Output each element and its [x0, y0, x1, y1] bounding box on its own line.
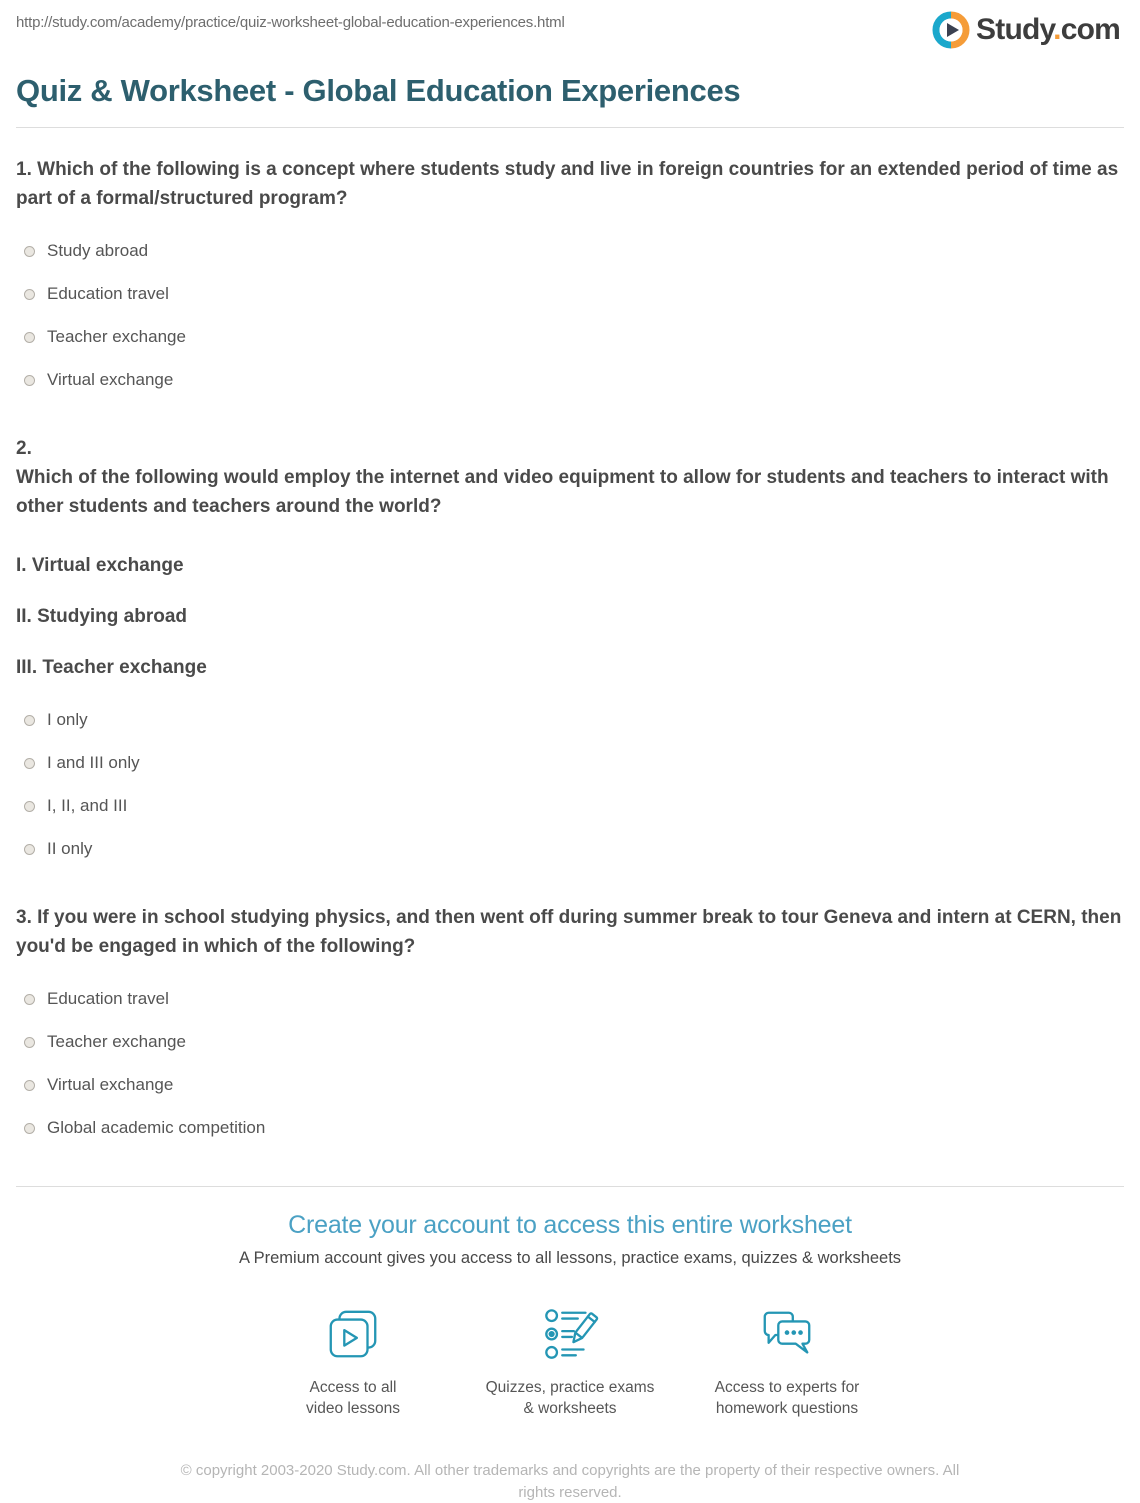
copyright-notice: © copyright 2003-2020 Study.com. All other trademarks and copyrights are the property of their respective owners. All rights reserved.	[180, 1461, 960, 1501]
option-label: I, II, and III	[47, 796, 128, 816]
radio-button[interactable]	[24, 1080, 35, 1091]
promo-divider	[16, 1186, 1124, 1187]
studycom-logo-text: Study.com	[976, 13, 1120, 46]
title-divider	[16, 127, 1124, 128]
option-label: I only	[47, 710, 88, 730]
option-label: II only	[47, 839, 93, 859]
radio-button[interactable]	[24, 1123, 35, 1134]
question-2-item-3: III. Teacher exchange	[16, 657, 207, 679]
option-label: Global academic competition	[47, 1118, 266, 1138]
feature-label: Quizzes, practice exams & worksheets	[485, 1379, 655, 1418]
option-row[interactable]	[24, 989, 1140, 1009]
option-label: I and III only	[47, 753, 140, 773]
feature-quizzes-worksheets	[462, 1306, 679, 1420]
radio-button[interactable]	[24, 801, 35, 812]
question-2	[0, 434, 1140, 859]
option-row[interactable]	[24, 710, 1140, 730]
option-label: Study abroad	[47, 241, 149, 261]
option-row[interactable]	[24, 370, 1140, 390]
radio-button[interactable]	[24, 246, 35, 257]
radio-button[interactable]	[24, 758, 35, 769]
question-2-text: 2. Which of the following would employ the internet and video equipment to allow for students and teachers to interact with other students and teachers around the world?	[16, 438, 1109, 518]
option-label: Education travel	[47, 989, 169, 1009]
question-1-options	[0, 241, 1140, 390]
account-promo	[0, 1211, 1140, 1420]
option-label: Virtual exchange	[47, 370, 174, 390]
question-2-item-2: II. Studying abroad	[16, 606, 188, 628]
option-row[interactable]	[24, 753, 1140, 773]
option-row[interactable]	[24, 241, 1140, 261]
option-row[interactable]	[24, 1075, 1140, 1095]
question-2-options	[0, 710, 1140, 859]
promo-subheading: A Premium account gives you access to all lessons, practice exams, quizzes & worksheets	[238, 1249, 902, 1268]
studycom-logo[interactable]	[931, 10, 1120, 50]
chat-experts-icon	[758, 1351, 816, 1368]
radio-button[interactable]	[24, 1037, 35, 1048]
question-3	[0, 903, 1140, 1138]
option-row[interactable]	[24, 839, 1140, 859]
option-row[interactable]	[24, 284, 1140, 304]
feature-label: Access to all video lessons	[306, 1379, 400, 1418]
question-1-text: 1. Which of the following is a concept where students study and live in foreign countries for an extended period of time as part of a formal/structured program?	[16, 159, 1119, 210]
page-header	[0, 0, 1140, 50]
question-2-item-1: I. Virtual exchange	[16, 555, 184, 577]
option-label: Education travel	[47, 284, 169, 304]
radio-button[interactable]	[24, 375, 35, 386]
quizzes-worksheets-icon	[541, 1351, 599, 1368]
feature-homework-experts	[679, 1306, 896, 1420]
option-label: Teacher exchange	[47, 327, 186, 347]
option-row[interactable]	[24, 327, 1140, 347]
studycom-play-icon	[931, 10, 971, 50]
radio-button[interactable]	[24, 844, 35, 855]
option-label: Teacher exchange	[47, 1032, 186, 1052]
radio-button[interactable]	[24, 715, 35, 726]
question-3-text: 3. If you were in school studying physics, and then went off during summer break to tour Geneva and intern at CERN, then you'd be engaged in which of the following?	[16, 907, 1122, 958]
promo-heading[interactable]: Create your account to access this entire worksheet	[288, 1211, 852, 1240]
feature-label: Access to experts for homework questions	[714, 1379, 860, 1418]
option-row[interactable]	[24, 1032, 1140, 1052]
page-title: Quiz & Worksheet - Global Education Experiences	[16, 73, 741, 108]
question-3-options	[0, 989, 1140, 1138]
radio-button[interactable]	[24, 332, 35, 343]
feature-video-lessons	[245, 1306, 462, 1420]
radio-button[interactable]	[24, 289, 35, 300]
video-lessons-icon	[324, 1351, 382, 1368]
radio-button[interactable]	[24, 994, 35, 1005]
question-1	[0, 155, 1140, 390]
option-row[interactable]	[24, 796, 1140, 816]
page-url: http://study.com/academy/practice/quiz-worksheet-global-education-experiences.html	[16, 14, 565, 31]
option-row[interactable]	[24, 1118, 1140, 1138]
option-label: Virtual exchange	[47, 1075, 174, 1095]
feature-list	[0, 1306, 1140, 1420]
